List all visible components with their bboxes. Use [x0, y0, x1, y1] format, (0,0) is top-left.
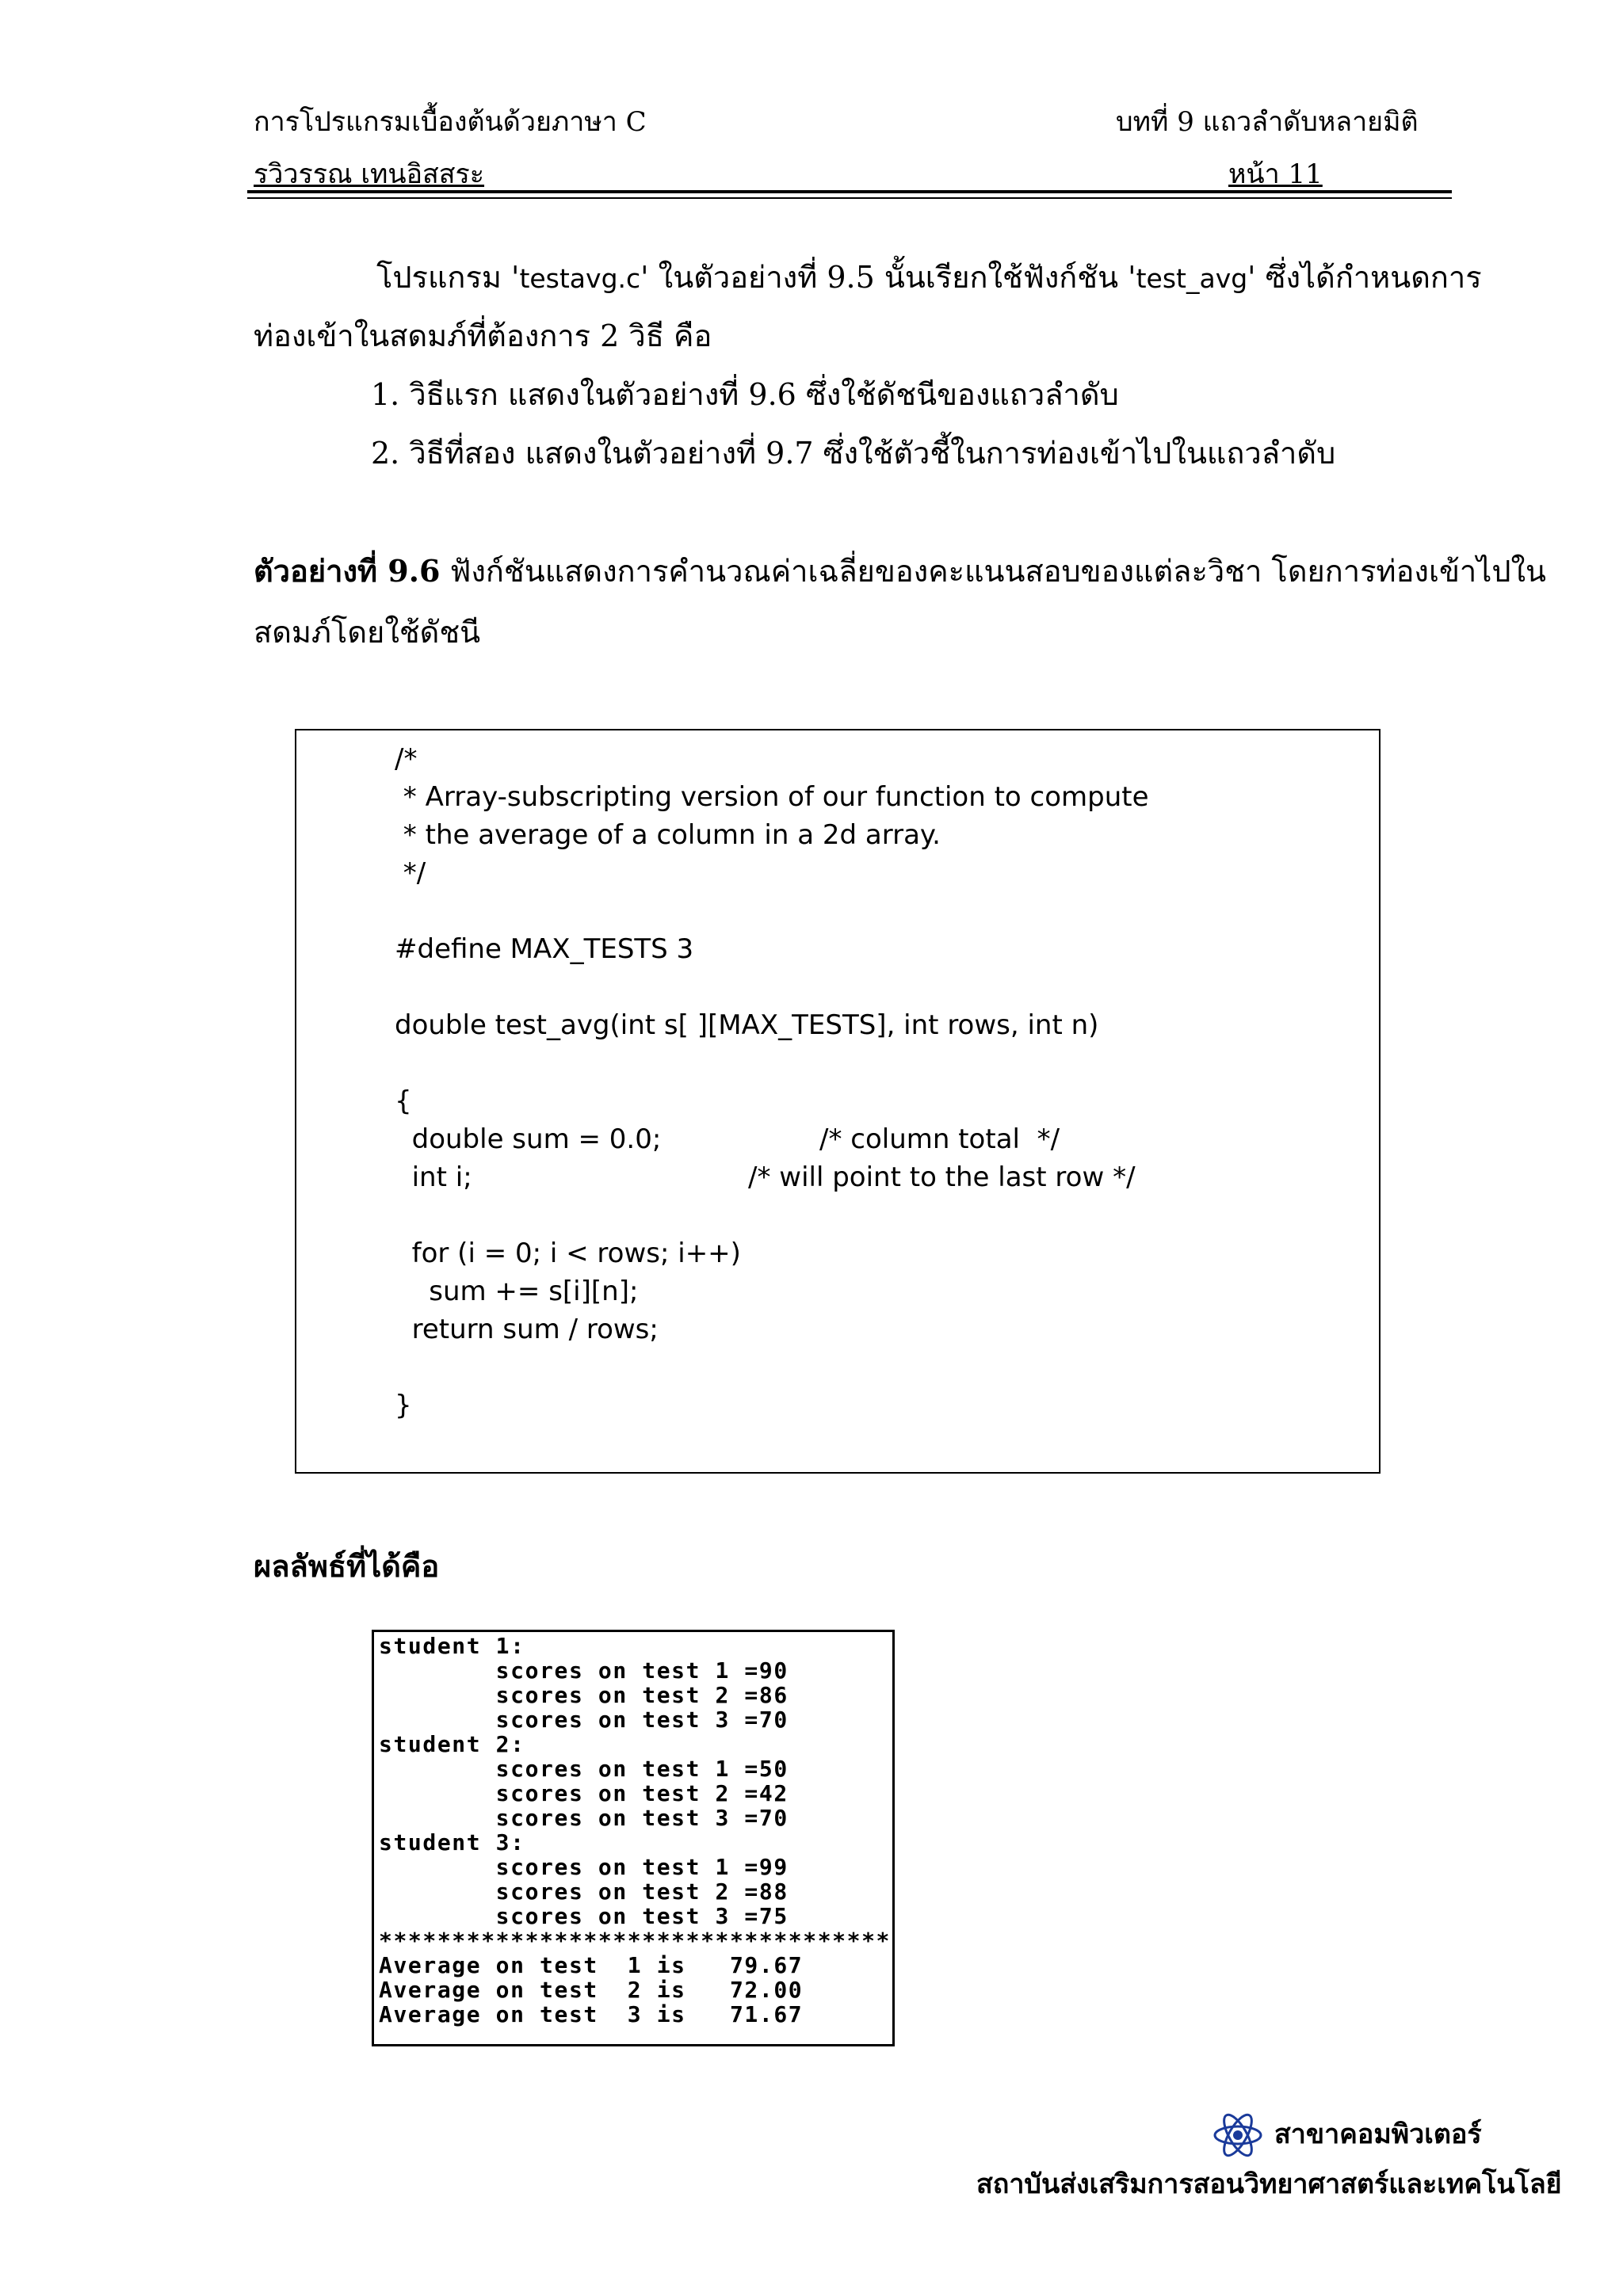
intro-filename: testavg.c — [519, 263, 641, 294]
console-line: scores on test 3 =75 — [379, 1903, 789, 1929]
intro-paragraph-line2: ท่องเข้าในสดมภ์ที่ต้องการ 2 วิธี คือ — [254, 318, 712, 353]
footer-institute: สถาบันส่งเสริมการสอนวิทยาศาสตร์และเทคโนโลยี — [976, 2168, 1562, 2200]
code-comment: /* will point to the last row */ — [748, 1161, 1136, 1193]
intro-text-a: โปรแกรม ' — [376, 260, 520, 295]
code-comment: /* column total */ — [819, 1123, 1060, 1155]
console-output-screenshot — [372, 1630, 895, 2046]
intro-text-b: ' ในตัวอย่างที่ 9.5 นั้นเรียกใช้ฟังก์ชัน ' — [640, 260, 1136, 295]
console-line: Average on test 2 is 72.00 — [379, 1977, 804, 2003]
header-right-title: บทที่ 9 แถวลำดับหลายมิติ — [1116, 106, 1419, 138]
header-page-label: หน้า 11 — [1228, 158, 1323, 190]
code-line: { — [395, 1085, 412, 1117]
header-left-title: การโปรแกรมเบื้องต้นด้วยภาษา C — [254, 106, 647, 138]
code-line: double sum = 0.0; — [395, 1123, 662, 1155]
console-line: Average on test 3 is 71.67 — [379, 2001, 804, 2027]
intro-text-c: ' ซึ่งได้กำหนดการ — [1247, 260, 1482, 295]
code-line: * the average of a column in a 2d array. — [395, 819, 941, 851]
code-line: int i; — [395, 1161, 472, 1193]
header-rule-thick — [247, 190, 1452, 193]
code-line: return sum / rows; — [395, 1314, 659, 1345]
code-line: sum += s[i][n]; — [395, 1276, 639, 1307]
intro-paragraph-line1 — [376, 258, 1482, 298]
example-heading-line2: สดมภ์โดยใช้ดัชนี — [254, 615, 481, 650]
console-line: student 1: — [379, 1633, 525, 1659]
console-line: *********************************** — [379, 1928, 892, 1954]
console-line: scores on test 1 =50 — [379, 1756, 789, 1782]
ipst-atom-logo-icon — [1212, 2110, 1263, 2161]
code-line: double test_avg(int s[ ][MAX_TESTS], int rows, int n) — [395, 1009, 1099, 1041]
console-line: Average on test 1 is 79.67 — [379, 1952, 804, 1978]
code-line: #define MAX_TESTS 3 — [395, 933, 694, 965]
code-line: */ — [395, 857, 426, 889]
result-heading: ผลลัพธ์ที่ได้คือ — [254, 1548, 440, 1584]
intro-function-name: test_avg — [1136, 263, 1248, 294]
header-author: รวิวรรณ เทนอิสสระ — [254, 158, 485, 190]
code-line: * Array-subscripting version of our function to compute — [395, 781, 1149, 813]
code-listing-box — [295, 729, 1381, 1474]
code-line: /* — [395, 743, 418, 775]
code-line: } — [395, 1390, 412, 1421]
console-line: scores on test 3 =70 — [379, 1805, 789, 1831]
intro-list-item-2: 2. วิธีที่สอง แสดงในตัวอย่างที่ 9.7 ซึ่งใช้ตัวชี้ในการท่องเข้าไปในแถวลำดับ — [371, 436, 1336, 471]
console-line: student 2: — [379, 1731, 525, 1757]
console-line: scores on test 3 =70 — [379, 1707, 789, 1733]
console-line: scores on test 1 =99 — [379, 1854, 789, 1880]
intro-list-item-1: 1. วิธีแรก แสดงในตัวอย่างที่ 9.6 ซึ่งใช้ดัชนีของแถวลำดับ — [371, 377, 1119, 412]
footer-department: สาขาคอมพิวเตอร์ — [1274, 2119, 1482, 2150]
console-line: student 3: — [379, 1829, 525, 1855]
code-line: for (i = 0; i < rows; i++) — [395, 1238, 741, 1269]
example-label: ตัวอย่างที่ 9.6 — [254, 553, 441, 589]
console-line: scores on test 2 =88 — [379, 1878, 789, 1905]
example-heading-line1 — [254, 552, 1546, 590]
console-line: scores on test 1 =90 — [379, 1657, 789, 1684]
console-line: scores on test 2 =86 — [379, 1682, 789, 1708]
example-text-a: ฟังก์ชันแสดงการคำนวณค่าเฉลี่ยของคะแนนสอบของแต่ละวิชา โดยการท่องเข้าไปใน — [440, 554, 1547, 589]
header-rule-thin — [247, 197, 1452, 199]
console-line: scores on test 2 =42 — [379, 1780, 789, 1806]
